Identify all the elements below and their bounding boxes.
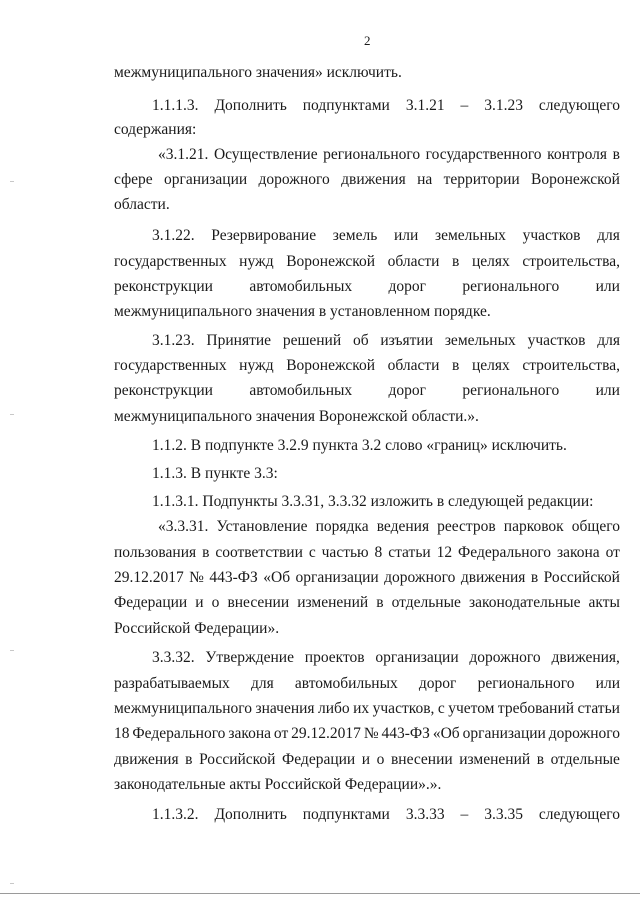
text-line: 1.1.3. В пункте 3.3: <box>152 465 278 482</box>
word: Воронежской <box>531 171 620 188</box>
word: государственных <box>114 253 227 270</box>
word: регионального <box>477 675 575 692</box>
word: № <box>363 725 379 742</box>
word: автомобильных <box>249 382 353 399</box>
word: движения <box>460 569 526 586</box>
word: в <box>376 594 384 611</box>
word: целях <box>471 253 510 270</box>
word: 1.1.3.2. <box>152 806 199 823</box>
word: реконструкции <box>114 278 213 295</box>
word: Российской <box>199 751 276 768</box>
word: реестров <box>437 518 496 535</box>
word: для <box>597 332 620 349</box>
word: № <box>189 569 204 586</box>
word: Федерального <box>458 544 552 561</box>
text-line: 1.1.2. В подпункте 3.2.9 пункта 3.2 слово «границ» исключить. <box>152 437 567 454</box>
word: от <box>605 544 620 561</box>
word: государственных <box>114 357 227 374</box>
word: разрабатываемых <box>114 675 230 692</box>
word: организации <box>462 725 546 742</box>
word: организации <box>295 569 379 586</box>
word: Резервирование <box>211 227 317 244</box>
word: сфере <box>114 171 153 188</box>
text-line <box>114 170 620 190</box>
word: Установление <box>216 518 308 535</box>
word: закона <box>556 544 600 561</box>
word: участков <box>527 332 586 349</box>
word: акты <box>588 594 620 611</box>
text-line <box>152 226 620 246</box>
text-line: межмуниципального значения в установленном порядке. <box>114 303 491 320</box>
word: ведения <box>376 518 430 535</box>
word: «Об <box>432 725 460 742</box>
margin-mark <box>10 650 14 651</box>
word: автомобильных <box>294 675 398 692</box>
word: для <box>250 675 274 692</box>
word: следующего <box>538 806 620 823</box>
word: дорожного <box>258 171 330 188</box>
word: движения <box>114 751 179 768</box>
word: и <box>361 751 371 768</box>
word: автомобильных <box>249 278 353 295</box>
word: земельных <box>444 332 516 349</box>
word: или <box>595 382 620 399</box>
word: в <box>185 751 193 768</box>
word: отдельные <box>391 594 461 611</box>
word: земельных <box>434 227 506 244</box>
word: Воронежской <box>286 253 376 270</box>
word: 3.3.35 <box>484 806 523 823</box>
word: Дополнить <box>214 97 287 114</box>
word: или <box>595 675 620 692</box>
word: области <box>387 253 440 270</box>
text-line: законодательные акты Российской Федерации».». <box>114 776 442 793</box>
word: в <box>452 357 460 374</box>
word: – <box>460 97 469 114</box>
word: регионального <box>323 146 421 163</box>
word: в <box>612 146 620 163</box>
word: и <box>195 594 204 611</box>
word: Федерации <box>114 594 188 611</box>
word: области <box>387 357 440 374</box>
word: пользования <box>114 544 197 561</box>
word: внесении <box>227 594 290 611</box>
word: соответствии <box>215 544 303 561</box>
word: «3.1.21. <box>158 146 209 163</box>
text-line <box>114 252 620 272</box>
word: строительства, <box>522 357 620 374</box>
word: 3.1.22. <box>152 227 195 244</box>
word: земель <box>332 227 378 244</box>
word: 3.3.32. <box>152 649 195 666</box>
word: территории <box>443 171 520 188</box>
word: участков, <box>372 700 435 717</box>
word: Утверждение <box>205 649 294 666</box>
text-line <box>114 750 620 770</box>
word: организации <box>163 171 248 188</box>
word: законодательные <box>468 594 581 611</box>
text-line <box>114 724 620 744</box>
word: Осуществление <box>213 146 318 163</box>
word: 12 <box>436 544 453 561</box>
word: частью <box>321 544 369 561</box>
word: подпунктами <box>302 97 390 114</box>
word: 29.12.2017 <box>291 725 361 742</box>
word: об <box>352 332 369 349</box>
word: 3.1.23 <box>484 97 523 114</box>
word: в <box>202 544 210 561</box>
text-line <box>152 648 620 668</box>
word: требований <box>497 700 575 717</box>
margin-mark <box>10 181 14 182</box>
word: дорожного <box>548 725 620 742</box>
word: дорог <box>388 382 427 399</box>
word: дорог <box>388 278 427 295</box>
word: движения <box>341 171 406 188</box>
word: 3.1.23. <box>152 332 195 349</box>
word: изъятии <box>380 332 434 349</box>
word: на <box>417 171 433 188</box>
page-bottom-rule <box>0 893 640 894</box>
word: внесении <box>390 751 453 768</box>
word: дорог <box>418 675 457 692</box>
word: закона <box>228 725 272 742</box>
word: Федерации <box>282 751 356 768</box>
word: о <box>376 751 385 768</box>
word: организации <box>375 649 459 666</box>
word: с <box>437 700 445 717</box>
word: либо <box>318 700 350 717</box>
word: государственного <box>425 146 542 163</box>
word: статьи <box>388 544 431 561</box>
text-line: Российской Федерации». <box>114 620 280 637</box>
text-line: межмуниципального значения Воронежской области.». <box>114 408 479 425</box>
word: нужд <box>239 253 274 270</box>
word: учетом <box>448 700 495 717</box>
word: о <box>211 594 220 611</box>
word: следующего <box>538 97 620 114</box>
word: Принятие <box>206 332 272 349</box>
word: в <box>530 569 539 586</box>
text-line <box>114 356 620 376</box>
word: в <box>452 253 460 270</box>
word: «3.3.31. <box>158 518 209 535</box>
word: 29.12.2017 <box>114 569 184 586</box>
word: или <box>595 278 620 295</box>
word: отдельные <box>550 751 620 768</box>
word: регионального <box>462 382 560 399</box>
word: дорожного <box>469 649 541 666</box>
word: контроля <box>547 146 608 163</box>
word: Дополнить <box>214 806 287 823</box>
text-line: содержания: <box>114 121 197 138</box>
word: 443-ФЗ <box>381 725 430 742</box>
text-line <box>114 543 620 563</box>
text-line <box>152 331 620 351</box>
text-line <box>114 593 620 613</box>
word: подпунктами <box>302 806 390 823</box>
word: 443-ФЗ <box>209 569 258 586</box>
word: значения <box>255 700 315 717</box>
word: парковок <box>503 518 564 535</box>
text-line: области. <box>114 196 170 213</box>
word: реконструкции <box>114 382 213 399</box>
text-line <box>114 568 620 588</box>
word: нужд <box>239 357 274 374</box>
word: с <box>308 544 316 561</box>
word: Воронежской <box>286 357 376 374</box>
text-line <box>158 517 620 537</box>
text-line <box>114 674 620 694</box>
word: общего <box>571 518 620 535</box>
word: изменений <box>459 751 531 768</box>
word: статьи <box>577 700 620 717</box>
word: регионального <box>462 278 560 295</box>
word: от <box>273 725 289 742</box>
word: в <box>536 751 545 768</box>
word: 3.1.21 <box>405 97 445 114</box>
text-line <box>114 699 620 719</box>
text-line <box>152 96 620 116</box>
word: – <box>460 806 469 823</box>
word: движения, <box>551 649 620 666</box>
word: для <box>597 227 620 244</box>
text-line <box>114 381 620 401</box>
page-number: 2 <box>364 33 371 48</box>
word: 1.1.1.3. <box>152 97 199 114</box>
word: Российской <box>543 569 620 586</box>
word: порядка <box>315 518 369 535</box>
word: решений <box>282 332 342 349</box>
word: Федерального <box>132 725 226 742</box>
text-line <box>152 805 620 825</box>
word: изменений <box>297 594 369 611</box>
word: «Об <box>263 569 291 586</box>
text-line: 1.1.3.1. Подпункты 3.3.31, 3.3.32 изложить в следующей редакции: <box>152 493 594 510</box>
word: дорожного <box>384 569 456 586</box>
text-line <box>114 277 620 297</box>
word: 18 <box>114 725 130 742</box>
word: их <box>353 700 370 717</box>
text-line: межмуниципального значения» исключить. <box>114 64 402 81</box>
word: целях <box>471 357 510 374</box>
word: строительства, <box>522 253 620 270</box>
word: проектов <box>304 649 365 666</box>
word: 3.3.33 <box>405 806 445 823</box>
margin-mark <box>10 883 14 884</box>
margin-mark <box>10 414 14 415</box>
text-line <box>158 145 620 165</box>
word: межмуниципального <box>114 700 253 717</box>
word: участков <box>522 227 581 244</box>
word: или <box>393 227 419 244</box>
word: 8 <box>374 544 383 561</box>
